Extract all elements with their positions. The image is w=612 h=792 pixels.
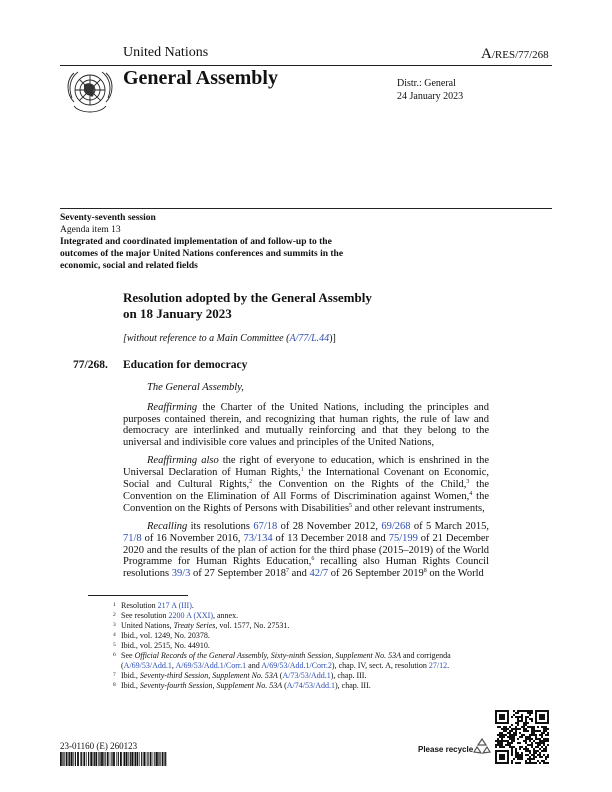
header-divider	[60, 65, 552, 66]
resolution-title-line2: on 18 January 2023	[123, 305, 232, 321]
resolution-link[interactable]: 75/199	[388, 532, 418, 544]
committee-post: )]	[329, 333, 336, 344]
agenda-item-title: Integrated and coordinated implementation of and follow-up to the outcomes of the major United Nations conferences and summits in the economic, social and related fields	[60, 237, 344, 271]
recycle-icon	[473, 737, 491, 755]
footnote-ref-3: 3	[466, 479, 470, 486]
resolution-body	[123, 382, 489, 580]
opening-line: The General Assembly,	[147, 382, 244, 393]
resolution-title-line1: Resolution adopted by the General Assembly	[123, 290, 372, 305]
distribution-block	[397, 78, 463, 103]
preamble-paragraph-3: Recalling its resolutions 67/18 of 28 November 2012, 69/268 of 5 March 2015, 71/8 of 16 November 2016, 73/134 of 13 December 2018 and 75/199 of 21 December 2020 and the results of the plan of action for the third phase (2015–2019) of the World Programme for Human Rights Education,$^6$ recalling also Human Rights Council resolutions 39/3 of 27 September 2018$^7$ and 42/7 of 26 September 2019$^8$ on the World	[123, 520, 489, 580]
resolution-link[interactable]: 42/7	[309, 568, 329, 580]
un-emblem-icon	[62, 68, 118, 118]
recycle-label: Please recycle	[418, 745, 474, 754]
footnote-link[interactable]: A/69/53/Add.1/Corr.1	[175, 661, 247, 670]
resolution-link[interactable]: 71/8	[123, 532, 142, 544]
committee-pre: [without reference to a Main Committee (	[123, 333, 290, 344]
footnote-ref-7: 7	[286, 568, 290, 575]
symbol-rest: /RES/77/268	[491, 49, 549, 61]
resolution-link[interactable]: 67/18	[253, 520, 278, 532]
footnotes	[113, 601, 458, 691]
document-code: 23-01160 (E) 260123	[60, 741, 138, 751]
footnote-divider	[88, 595, 188, 596]
preamble-paragraph-2: Reaffirming also the right of everyone to education, which is enshrined in the Universal Declaration of Human Rights,$^1$ the International Covenant on Economic, Social and Cultural Rights,$^2$ the Convention on the Rights of the Child,$^3$ the Convention on the Elimination of All Forms of Discrimination against Women,$^4$ the Convention on the Rights of Persons with Disabilities$^5$ and other relevant instruments,	[123, 455, 490, 514]
footnote-ref-8: 8	[423, 568, 427, 575]
committee-doc-link[interactable]: A/77/L.44	[289, 333, 330, 344]
footnote-link[interactable]: A/69/53/Add.1/Corr.2	[261, 661, 332, 670]
footnote-6: 6 See Official Records of the General Assembly, Sixty-ninth Session, Supplement No. 53A and corrigenda (A/69/53/Add.1, A/69/53/Add.1/Corr.1 and A/69/53/Add.1/Corr.2), chap. IV, sect. A, resolution 27/12.	[113, 651, 451, 670]
resolution-link[interactable]: 73/134	[243, 532, 273, 544]
qr-code-icon[interactable]	[495, 710, 549, 764]
preamble-paragraph-1: Reaffirming the Charter of the United Nations, including the principles and purposes contained therein, and recognizing that human rights, the rule of law and democracy are interlinked and mutually reinforcing and that they belong to the universal and indivisible core values and principles of the United Nations,	[123, 401, 489, 449]
footnote-8: 8 Ibid., Seventy-fourth Session, Supplement No. 53A (A/74/53/Add.1), chap. III.	[113, 681, 371, 690]
session-divider	[60, 208, 552, 209]
footnote-ref-5: 5	[349, 502, 353, 509]
footnote-3: 3 United Nations, Treaty Series, vol. 1577, No. 27531.	[113, 621, 290, 630]
session-block	[60, 212, 360, 272]
agenda-item: Agenda item 13	[60, 225, 121, 235]
footnote-2: 2 See resolution 2200 A (XXI), annex.	[113, 611, 239, 620]
issue-date: 24 January 2023	[397, 90, 464, 102]
footnote-link[interactable]: A/69/53/Add.1	[123, 661, 172, 670]
footnote-7: 7 Ibid., Seventy-third Session, Supplement No. 53A (A/73/53/Add.1), chap. III.	[113, 671, 367, 680]
footnote-5: 5 Ibid., vol. 2515, No. 44910.	[113, 641, 210, 650]
distribution: Distr.: General	[397, 78, 456, 89]
body-title: General Assembly	[123, 67, 278, 89]
resolution-link[interactable]: 69/268	[381, 520, 411, 532]
footnote-ref-2: 2	[249, 479, 253, 486]
footnote-4: 4 Ibid., vol. 1249, No. 20378.	[113, 631, 210, 640]
resolution-number: 77/268.	[73, 359, 108, 371]
footnote-1: 1 Resolution 217 A (III).	[113, 601, 194, 610]
barcode-icon	[60, 752, 168, 766]
footnote-ref-6: 6	[311, 556, 315, 563]
footnote-link[interactable]: 27/12	[428, 661, 448, 670]
footnote-ref-1: 1	[300, 467, 304, 474]
footnote-link[interactable]: A/74/53/Add.1	[286, 681, 335, 690]
resolution-name: Education for democracy	[123, 359, 248, 371]
symbol-prefix: A	[481, 46, 492, 62]
committee-note	[123, 333, 336, 344]
footnote-ref-4: 4	[469, 490, 473, 497]
footnote-link[interactable]: 2200 A (XXI)	[168, 611, 213, 620]
footnote-link[interactable]: A/73/53/Add.1	[282, 671, 331, 680]
document-symbol	[481, 46, 549, 63]
resolution-title	[123, 290, 372, 321]
footnote-link[interactable]: 217 A (III)	[157, 601, 192, 610]
session-name: Seventy-seventh session	[60, 213, 156, 223]
resolution-link[interactable]: 39/3	[171, 568, 191, 580]
organization-name: United Nations	[123, 45, 209, 60]
